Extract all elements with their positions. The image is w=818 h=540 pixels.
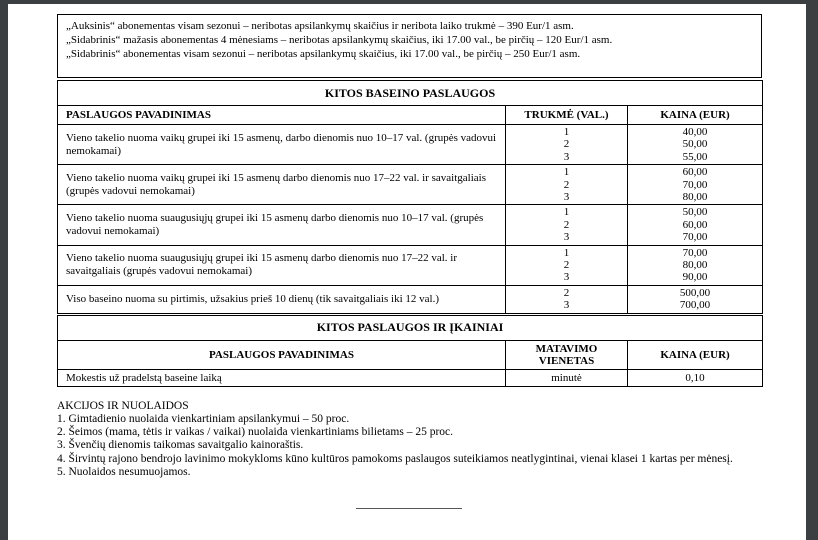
table-header-row <box>58 340 763 369</box>
price-value: 70,00 <box>682 246 708 259</box>
col-header-price: KAINA (EUR) <box>628 340 763 369</box>
service-name: Vieno takelio nuoma suaugusiųjų grupei iki 15 asmenų darbo dienomis nuo 17–22 val. ir savaitgaliais (grupės vadovui nemokamai) <box>58 245 506 285</box>
duration-value: 1 <box>563 166 570 179</box>
col-header-duration: TRUKMĖ (VAL.) <box>506 106 628 125</box>
col-header-service-name: PASLAUGOS PAVADINIMAS <box>58 106 506 125</box>
price-value: 40,00 <box>682 126 708 138</box>
duration-value: 1 <box>563 126 570 138</box>
discounts-section <box>57 400 762 479</box>
duration-value: 1 <box>563 206 570 219</box>
price-value: 700,00 <box>679 299 711 312</box>
membership-note-line: „Sidabrinis“ mažasis abonementas 4 mėnesiams – neribotas apsilankymų skaičius, iki 17.00 val., be pirčių – 120 Eur/1 asm. <box>66 34 613 46</box>
section1-title: KITOS BASEINO PASLAUGOS <box>58 81 763 106</box>
service-durations <box>506 125 628 165</box>
unit-value: minutė <box>506 369 628 386</box>
membership-notes-box <box>57 14 762 78</box>
service-prices <box>628 245 763 285</box>
price-value: 0,10 <box>628 369 763 386</box>
duration-value: 3 <box>563 299 570 312</box>
section-title-row <box>58 81 763 106</box>
discount-item: 2. Šeimos (mama, tėtis ir vaikas / vaikai) nuolaida vienkartiniams bilietams – 25 proc. <box>57 426 454 439</box>
table-header-row <box>58 106 763 125</box>
duration-value: 2 <box>563 218 570 231</box>
table-row <box>58 125 763 165</box>
document-content <box>57 14 762 509</box>
table-row <box>58 165 763 205</box>
duration-value: 3 <box>563 231 570 244</box>
membership-note-line: „Auksinis“ abonementas visam sezonui – neribotas apsilankymų skaičius ir neribota laiko trukmė – 390 Eur/1 asm. <box>66 20 574 32</box>
duration-value: 2 <box>563 286 570 299</box>
table-row <box>58 205 763 245</box>
service-name: Vieno takelio nuoma vaikų grupei iki 15 asmenų darbo dienomis nuo 17–22 val. ir savaitgaliais (grupės vadovui nemokamai) <box>58 165 506 205</box>
duration-value: 3 <box>563 271 570 284</box>
duration-value: 2 <box>563 138 570 151</box>
membership-note-line: „Sidabrinis“ abonementas visam sezonui – neribotas apsilankymų skaičius, iki 17.00 val., be pirčių – 250 Eur/1 asm. <box>66 48 581 60</box>
service-prices <box>628 125 763 165</box>
price-value: 70,00 <box>682 178 708 191</box>
price-value: 70,00 <box>682 231 708 244</box>
price-value: 80,00 <box>682 191 708 204</box>
service-name: Vieno takelio nuoma vaikų grupei iki 15 asmenų, darbo dienomis nuo 10–17 val. (grupės vadovui nemokamai) <box>58 125 506 165</box>
price-value: 60,00 <box>682 218 708 231</box>
pool-services-table <box>57 80 763 314</box>
discounts-title: AKCIJOS IR NUOLAIDOS <box>57 399 189 412</box>
section2-title: KITOS PASLAUGOS IR ĮKAINIAI <box>58 315 763 340</box>
price-value: 60,00 <box>682 166 708 179</box>
section-title-row <box>58 315 763 340</box>
price-value: 80,00 <box>682 259 708 272</box>
discount-item: 4. Širvintų rajono bendrojo lavinimo mokykloms kūno kultūros pamokoms paslaugos suteikiamos neatlygintinai, vienai klasei 1 kartas per mėnesį. <box>57 452 733 465</box>
service-durations <box>506 285 628 313</box>
discount-item: 1. Gimtadienio nuolaida vienkartiniam apsilankymui – 50 proc. <box>57 412 350 425</box>
table-row <box>58 369 763 386</box>
unit-header-line: MATAVIMO <box>535 342 598 355</box>
table-row <box>58 245 763 285</box>
service-durations <box>506 165 628 205</box>
price-value: 50,00 <box>682 206 708 219</box>
unit-header-line: VIENETAS <box>538 354 595 367</box>
discount-item: 5. Nuolaidos nesumuojamos. <box>57 465 191 478</box>
duration-value: 3 <box>563 191 570 204</box>
duration-value: 2 <box>563 259 570 272</box>
discount-item: 3. Švenčių dienomis taikomas savaitgalio kainoraštis. <box>57 439 304 452</box>
duration-value: 1 <box>563 246 570 259</box>
col-header-price: KAINA (EUR) <box>628 106 763 125</box>
price-value: 90,00 <box>682 271 708 284</box>
col-header-unit <box>506 340 628 369</box>
document-page <box>8 4 806 540</box>
col-header-service-name: PASLAUGOS PAVADINIMAS <box>58 340 506 369</box>
service-prices <box>628 205 763 245</box>
signature-rule <box>356 508 462 509</box>
duration-value: 2 <box>563 178 570 191</box>
price-value: 55,00 <box>682 150 708 163</box>
other-services-table <box>57 315 763 387</box>
service-prices <box>628 285 763 313</box>
table-row <box>58 285 763 313</box>
service-durations <box>506 245 628 285</box>
service-prices <box>628 165 763 205</box>
service-durations <box>506 205 628 245</box>
price-value: 50,00 <box>682 138 708 151</box>
service-name: Vieno takelio nuoma suaugusiųjų grupei iki 15 asmenų darbo dienomis nuo 10–17 val. (grupės vadovui nemokamai) <box>58 205 506 245</box>
price-value: 500,00 <box>679 286 711 299</box>
service-name: Mokestis už pradelstą baseine laiką <box>58 369 506 386</box>
service-name: Viso baseino nuoma su pirtimis, užsakius prieš 10 dienų (tik savaitgaliais iki 12 val.) <box>58 285 506 313</box>
duration-value: 3 <box>563 150 570 163</box>
